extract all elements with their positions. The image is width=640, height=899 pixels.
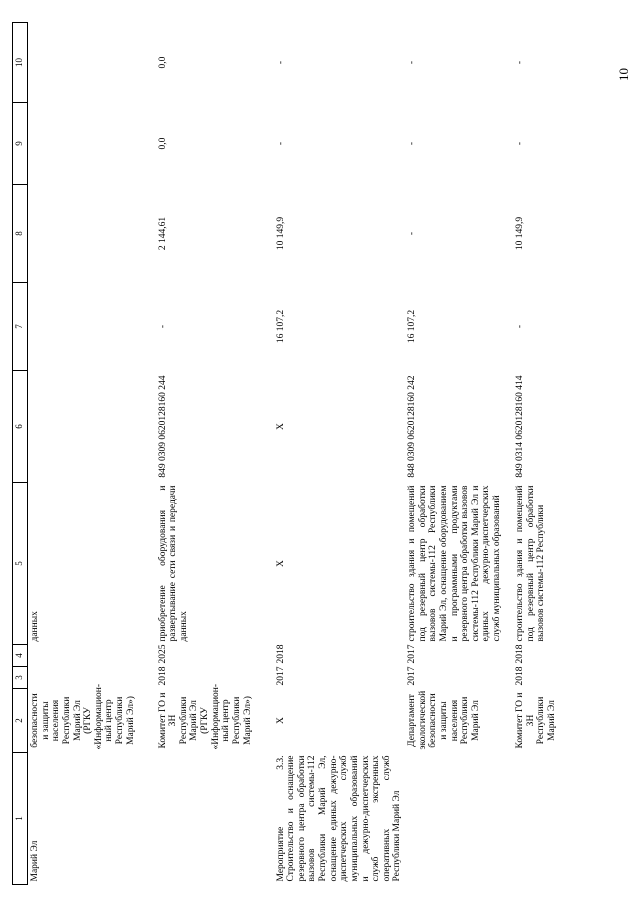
program-table [12, 22, 573, 885]
cell-value-8: - [407, 231, 417, 236]
cell-value-8: 2 144,61 [157, 216, 168, 251]
col-header-5: 5 [13, 483, 28, 645]
cell-measure: Мероприятие 3.3. Строительство и оснащение резервного центра обработки вызовов системы-112 Республики Марий Эл, оснащение единых дежурно-диспетчерских служб муниципальных образований и дежурно-диспетчерских служб экстренных оперативных служб Республики Марий Эл [275, 755, 403, 882]
table-row [274, 23, 406, 885]
cell-value-9: - [275, 141, 286, 146]
cell-value-10: 0,0 [157, 56, 168, 69]
cell-measure: Марий Эл [30, 840, 40, 882]
cell-end-year [28, 645, 156, 667]
table-row [513, 23, 573, 885]
cell-value-9: - [407, 141, 417, 146]
cell-value-7: 16 107,2 [275, 309, 286, 344]
table-row [405, 23, 513, 885]
cell-budget-code [28, 371, 156, 483]
cell-end-year: 2017 [407, 644, 417, 664]
table-row [156, 23, 274, 885]
cell-budget-code: 848 0309 0620128160 242 [407, 375, 417, 478]
cell-executor: Х [275, 717, 286, 724]
cell-end-year: 2018 [515, 644, 525, 664]
cell-value-7: 16 107,2 [407, 309, 417, 344]
cell-value-10: - [515, 60, 525, 65]
cell-start-year: 2017 [407, 666, 417, 686]
cell-value-8 [28, 185, 156, 283]
cell-budget-code: 849 0314 0620128160 414 [515, 375, 525, 478]
cell-value-10: - [407, 60, 417, 65]
cell-value-9: 0,0 [157, 137, 168, 150]
page-number: 10 [616, 68, 631, 81]
cell-value-10 [28, 23, 156, 103]
cell-result: строительство здания и помещений под резервный центр обработки вызовов системы-112 Республики Марий Эл, оснащение оборудованием и программными продуктами резервного центра обработки вызовов системы-112 Республики Марий Эл и единых дежурно-диспетчерских служб муниципальных образований [407, 485, 502, 642]
cell-value-9 [28, 103, 156, 185]
col-header-7: 7 [13, 283, 28, 371]
cell-measure [156, 753, 274, 885]
cell-value-10: - [275, 60, 286, 65]
cell-value-7: - [157, 324, 168, 329]
cell-start-year: 2017 [275, 666, 286, 686]
cell-result: приобретение оборудования и развертывание сети связи и передачи данных [157, 485, 189, 642]
col-header-8: 8 [13, 185, 28, 283]
cell-result: данных [30, 611, 40, 642]
col-header-9: 9 [13, 103, 28, 185]
col-header-6: 6 [13, 371, 28, 483]
cell-measure [513, 753, 573, 885]
col-header-1: 1 [13, 753, 28, 885]
cell-end-year: 2018 [275, 644, 286, 664]
col-header-10: 10 [13, 23, 28, 103]
cell-value-8: 10 149,9 [275, 216, 286, 251]
cell-value-7 [28, 283, 156, 371]
col-header-3: 3 [13, 667, 28, 689]
cell-result: Х [275, 560, 286, 567]
cell-start-year [28, 667, 156, 689]
cell-value-9: - [515, 141, 525, 146]
cell-executor: Комитет ГО и ЗН Республики Марий Эл [515, 692, 557, 749]
header-row [13, 23, 28, 885]
cell-budget-code: 849 0309 0620128160 244 [157, 375, 168, 478]
col-header-2: 2 [13, 689, 28, 753]
rotated-table-sheet [12, 23, 612, 885]
cell-start-year: 2018 [157, 666, 168, 686]
cell-executor: Комитет ГО и ЗН Республики Марий Эл (РГКУ «Информацион-ный центр Республики Марий Эл») [157, 683, 253, 750]
col-header-4: 4 [13, 645, 28, 667]
cell-value-8: 10 149,9 [515, 216, 525, 251]
cell-value-7: - [515, 324, 525, 329]
cell-measure [405, 753, 513, 885]
cell-executor: безопасности и защиты населения Республики Марий Эл (РГКУ «Информацион-ный центр Республики Марий Эл») [30, 683, 136, 750]
table-row [28, 23, 156, 885]
cell-start-year: 2018 [515, 666, 525, 686]
cell-end-year: 2025 [157, 644, 168, 664]
cell-result: строительство здания и помещений под резервный центр обработки вызовов системы-112 Республики [515, 485, 547, 642]
cell-executor: Департамент экологической безопасности и защиты населения Республики Марий Эл [407, 690, 481, 750]
cell-budget-code: Х [275, 423, 286, 430]
